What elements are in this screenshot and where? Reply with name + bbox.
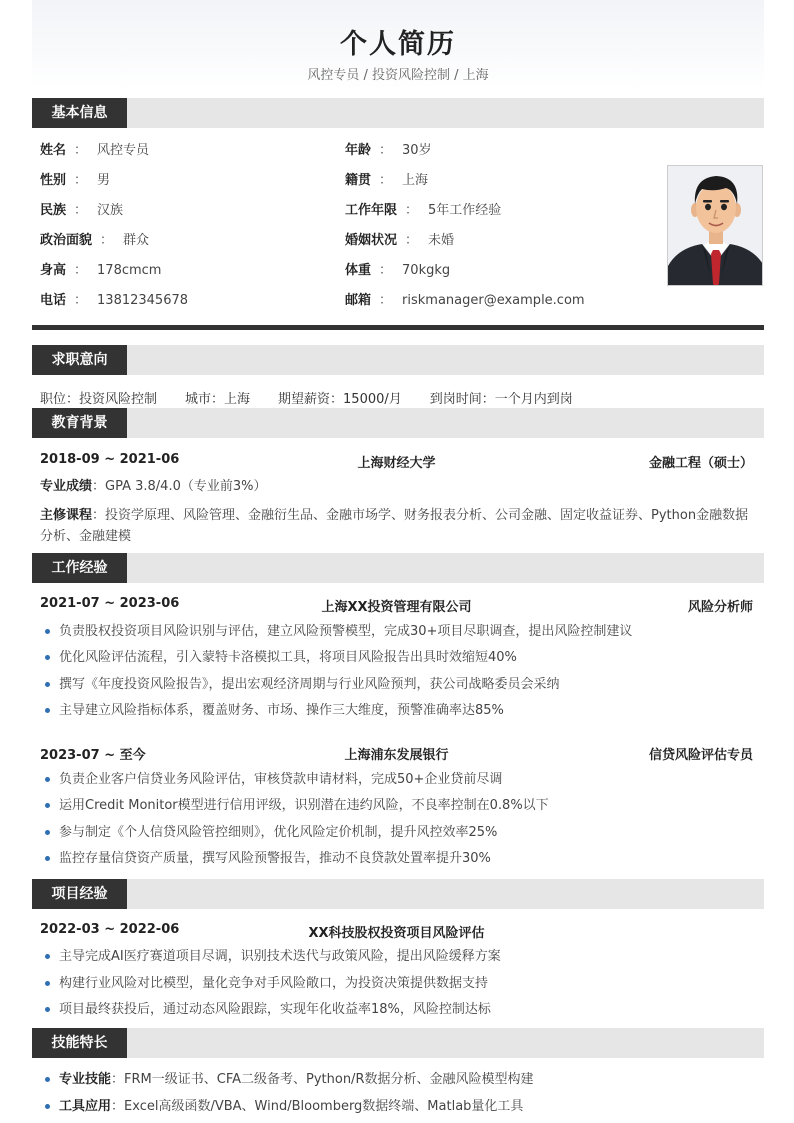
work-company: 上海浦东发展银行 bbox=[344, 748, 449, 763]
list-item: 主导完成AI医疗赛道项目尽调，识别技术迭代与政策风险，提出风险缓释方案 bbox=[44, 948, 769, 966]
list-item: 撰写《年度投资风险报告》，提出宏观经济周期与行业风险预判，获公司战略委员会采纳 bbox=[44, 676, 769, 694]
education-courses: 主修课程：投资学原理、风险管理、金融衍生品、金融市场学、财务报表分析、公司金融、固定收益证券、Python金融数据分析、金融建模 bbox=[40, 508, 749, 544]
list-item: 运用Credit Monitor模型进行信用评级，识别潜在违约风险，不良率控制在0.8%以下 bbox=[44, 797, 769, 815]
list-item: 负责企业客户信贷业务风险评估，审核贷款申请材料，完成50+企业贷前尽调 bbox=[44, 771, 769, 789]
resume-title: 个人简历 bbox=[340, 29, 456, 60]
section-title: 基本信息 bbox=[32, 98, 127, 128]
section-project-experience bbox=[32, 879, 764, 909]
avatar-illustration bbox=[668, 166, 763, 286]
field-email: 邮箱 ： riskmanager@example.com bbox=[345, 293, 585, 308]
field-phone: 电话 ： 13812345678 bbox=[40, 293, 189, 308]
section-basic-info bbox=[32, 98, 764, 128]
work-company: 上海XX投资管理有限公司 bbox=[321, 600, 472, 615]
field-gender: 性别 ： 男 bbox=[40, 173, 111, 188]
field-ethnicity: 民族 ： 汉族 bbox=[40, 203, 124, 218]
work-period: 2021-07 ~ 2023-06 bbox=[40, 596, 180, 611]
section-title: 教育背景 bbox=[32, 408, 127, 438]
project-row bbox=[40, 922, 753, 942]
education-gpa: 专业成绩：GPA 3.8/4.0（专业前3%） bbox=[40, 479, 267, 494]
field-height: 身高 ： 178cmcm bbox=[40, 263, 162, 278]
field-hometown: 籍贯 ： 上海 bbox=[345, 173, 429, 188]
education-row bbox=[40, 452, 753, 472]
list-item: 负责股权投资项目风险识别与评估，建立风险预警模型，完成30+项目尽职调查，提出风险控制建议 bbox=[44, 623, 769, 641]
list-item: 参与制定《个人信贷风险管控细则》，优化风险定价机制，提升风控效率25% bbox=[44, 824, 769, 842]
work-row bbox=[40, 744, 753, 764]
section-title: 求职意向 bbox=[32, 345, 127, 375]
field-age: 年龄 ： 30岁 bbox=[345, 143, 432, 158]
list-item: 主导建立风险指标体系，覆盖财务、市场、操作三大维度，预警准确率达85% bbox=[44, 702, 769, 720]
section-skills bbox=[32, 1028, 764, 1058]
intent-city: 城市：上海 bbox=[185, 392, 251, 407]
work-row bbox=[40, 596, 753, 616]
work-role: 信贷风险评估专员 bbox=[648, 748, 753, 763]
section-divider bbox=[32, 325, 764, 330]
section-work-experience bbox=[32, 553, 764, 583]
list-item: 优化风险评估流程，引入蒙特卡洛模拟工具，将项目风险报告出具时效缩短40% bbox=[44, 649, 769, 667]
avatar-photo bbox=[667, 165, 763, 286]
project-period: 2022-03 ~ 2022-06 bbox=[40, 922, 180, 937]
section-title: 工作经验 bbox=[32, 553, 127, 583]
skill-item: 工具应用：Excel高级函数/VBA、Wind/Bloomberg数据终端、Matlab量化工具 bbox=[44, 1098, 769, 1116]
field-work-years: 工作年限 ： 5年工作经验 bbox=[345, 203, 502, 218]
education-degree: 金融工程（硕士） bbox=[648, 456, 753, 471]
list-item: 监控存量信贷资产质量，撰写风险预警报告，推动不良贷款处置率提升30% bbox=[44, 850, 769, 868]
intent-salary: 期望薪资：15000/月 bbox=[278, 392, 402, 407]
project-name: XX科技股权投资项目风险评估 bbox=[308, 926, 485, 941]
job-intent-line bbox=[40, 388, 601, 407]
work-period: 2023-07 ~ 至今 bbox=[40, 748, 146, 763]
work-role: 风险分析师 bbox=[687, 600, 753, 615]
education-school: 上海财经大学 bbox=[357, 456, 436, 471]
field-marital-status: 婚姻状况 ： 未婚 bbox=[345, 233, 455, 248]
section-title: 项目经验 bbox=[32, 879, 127, 909]
section-job-intent bbox=[32, 345, 764, 375]
field-weight: 体重 ： 70kgkg bbox=[345, 263, 451, 278]
intent-arrival: 到岗时间：一个月内到岗 bbox=[429, 392, 573, 407]
list-item: 项目最终获投后，通过动态风险跟踪，实现年化收益率18%，风险控制达标 bbox=[44, 1001, 769, 1019]
field-political-status: 政治面貌 ： 群众 bbox=[40, 233, 150, 248]
skill-item: 专业技能：FRM一级证书、CFA二级备考、Python/R数据分析、金融风险模型构建 bbox=[44, 1071, 769, 1089]
intent-position: 职位：投资风险控制 bbox=[40, 392, 158, 407]
resume-header bbox=[32, 0, 764, 90]
resume-subtitle: 风控专员 / 投资风险控制 / 上海 bbox=[307, 68, 489, 83]
list-item: 构建行业风险对比模型，量化竞争对手风险敞口，为投资决策提供数据支持 bbox=[44, 975, 769, 993]
section-title: 技能特长 bbox=[32, 1028, 127, 1058]
section-education bbox=[32, 408, 764, 438]
education-period: 2018-09 ~ 2021-06 bbox=[40, 452, 180, 467]
field-name: 姓名 ： 风控专员 bbox=[40, 143, 150, 158]
